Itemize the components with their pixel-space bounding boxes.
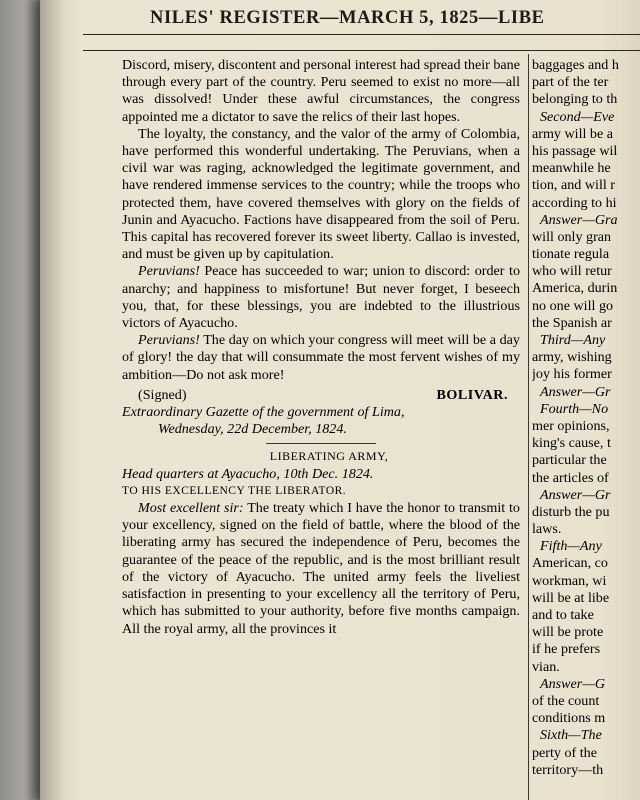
right-column-line: Answer—Gra	[540, 211, 618, 228]
column-divider	[528, 54, 529, 800]
signature-row	[122, 387, 520, 404]
page-fold-shadow	[40, 0, 64, 800]
right-column-line: his passage wil	[532, 142, 618, 159]
right-column-line: meanwhile he	[532, 160, 611, 177]
main-column	[122, 57, 520, 638]
signer-name: BOLIVAR.	[436, 386, 508, 403]
right-column-line: Answer—Gr	[540, 383, 611, 400]
right-column-line: tionate regula	[532, 246, 610, 263]
right-column-line: of the count	[532, 692, 600, 709]
right-column-line: if he prefers	[532, 641, 601, 658]
source-line: Extraordinary Gazette of the government of Lima,	[122, 404, 405, 421]
address-word: Peruvians!	[138, 332, 200, 349]
address-word: Peruvians!	[138, 263, 200, 280]
right-column-line: Answer—G	[540, 675, 605, 692]
right-column-line: America, durin	[532, 280, 618, 297]
right-column-line: joy his former	[532, 366, 612, 383]
header-rule	[83, 34, 640, 35]
right-column-line: Sixth—The	[540, 727, 602, 744]
paragraph-text: Peace has succeeded to war; union to discord: order to anarchy; and happiness to misfortune! But never forget, I beseech you, that, for these blessings, you are indebted to the illustrious victors of Ayacucho.	[122, 263, 520, 332]
paragraph	[122, 332, 520, 384]
paragraph	[122, 263, 520, 332]
right-column-line: Second—Eve	[540, 108, 615, 125]
right-column-line: perty of the	[532, 744, 597, 761]
right-column-line: disturb the pu	[532, 503, 610, 520]
right-column-line: tion, and will r	[532, 177, 615, 194]
paragraph: The loyalty, the constancy, and the valor of the army of Colombia, have performed this wonderful undertaking. The Peruvians, when a civil war was raging, acknowledged the legitimate government, and have rendered immense services to the country; while the troops who protected them, have covered themselves with glory on the fields of Junin and Ayacucho. Factions have disappeared from the soil of Peru. This capital has recovered forever its sweet liberty. Callao is invested, and must be given up by capitulation.	[122, 125, 520, 263]
signed-label: (Signed)	[138, 386, 187, 403]
right-column-line: will be at libe	[532, 589, 610, 606]
section-rule	[266, 443, 376, 444]
right-column-line: who will retur	[532, 263, 612, 280]
right-column-line: Answer—Gr	[540, 486, 611, 503]
right-column-line: and to take	[532, 607, 594, 623]
right-column-line: conditions m	[532, 710, 606, 727]
right-column-line: will only gran	[532, 228, 612, 245]
letter-body: The treaty which I have the honor to transmit to your excellency, signed on the field of battle, where the blood of the liberating army has secured the independence of Peru, becomes the guarantee of the peace of the republic, and is the most brilliant result of the victory of Ayacucho. The united army feels the liveliest satisfaction in presenting to your excellency all the territory of Peru, which has submitted to your authority, before five months campaign. All the royal army, all the provinces it	[122, 500, 520, 637]
right-column-line: no one will go	[532, 297, 614, 314]
right-column-line: the Spanish ar	[532, 314, 612, 331]
right-column-line: baggages and h	[532, 57, 619, 73]
right-column-line: American, co	[532, 555, 608, 572]
letter-opening: Most excellent sir:	[138, 500, 244, 517]
right-column-line: part of the ter	[532, 74, 609, 91]
paragraph-text: The day on which your congress will meet will be a day of glory! the day that will consummate the most fervent wishes of my ambition—Do not ask more!	[122, 332, 520, 383]
right-column-line: laws.	[532, 521, 562, 538]
right-column-line: according to hi	[532, 194, 617, 211]
source-date: Wednesday, 22d December, 1824.	[158, 421, 347, 438]
right-column-line: will be prote	[532, 624, 604, 641]
section-heading: LIBERATING ARMY,	[269, 449, 389, 464]
running-head: NILES' REGISTER—MARCH 5, 1825—LIBE	[150, 8, 545, 28]
right-column-line: Fourth—No	[540, 400, 609, 417]
right-column	[532, 57, 640, 779]
right-column-line: workman, wi	[532, 572, 607, 589]
salutation: TO HIS EXCELLENCY THE LIBERATOR.	[122, 484, 347, 497]
header-rule-secondary	[83, 50, 640, 51]
letter-paragraph	[122, 500, 520, 638]
right-column-line: territory—th	[532, 761, 604, 778]
right-column-line: mer opinions,	[532, 417, 610, 434]
right-column-line: particular the	[532, 452, 607, 469]
right-column-line: Fifth—Any	[540, 538, 602, 555]
right-column-line: the articles of	[532, 469, 609, 486]
right-column-line: Third—Any	[540, 332, 606, 348]
dateline: Head quarters at Ayacucho, 10th Dec. 1824.	[122, 465, 374, 482]
right-column-line: belonging to th	[532, 91, 618, 108]
right-column-line: army, wishing	[532, 349, 612, 366]
binding-edge	[0, 0, 40, 800]
right-column-line: vian.	[532, 658, 560, 675]
paragraph: Discord, misery, discontent and personal interest had spread their bane through every part of the country. Peru seemed to exist no more—all was dissolved! Under these awful circumstances, the congress appointed me a dictator to save the relics of their last hopes.	[122, 57, 520, 125]
right-column-line: king's cause, t	[532, 435, 611, 452]
right-column-line: army will be a	[532, 125, 614, 142]
